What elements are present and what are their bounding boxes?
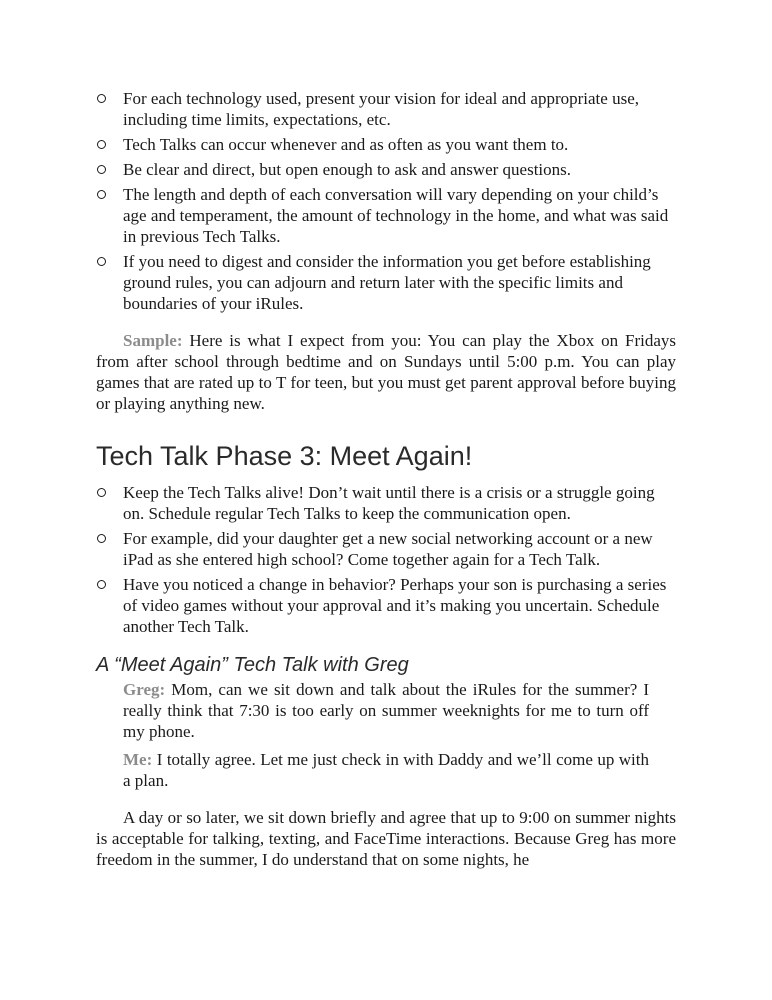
list-item-text: If you need to digest and consider the information you get before establishing ground rules, you can adjourn and return later with the specific limits and boundaries of your iRules. xyxy=(123,252,651,313)
bullet-list-phase3 xyxy=(96,482,676,637)
list-item xyxy=(96,251,676,314)
hollow-bullet-icon xyxy=(97,257,106,266)
conversation-heading: A “Meet Again” Tech Talk with Greg xyxy=(96,654,409,676)
list-item xyxy=(96,528,676,570)
hollow-bullet-icon xyxy=(97,580,106,589)
list-item-text: For example, did your daughter get a new social networking account or a new iPad as she entered high school? Come together again for a Tech Talk. xyxy=(123,529,653,569)
hollow-bullet-icon xyxy=(97,534,106,543)
hollow-bullet-icon xyxy=(97,488,106,497)
hollow-bullet-icon xyxy=(97,140,106,149)
closing-paragraph: A day or so later, we sit down briefly and agree that up to 9:00 on summer nights is acceptable for talking, texting, and FaceTime interactions. Because Greg has more freedom in the summer, I do understand that on some nights, he xyxy=(96,808,676,869)
hollow-bullet-icon xyxy=(97,165,106,174)
list-item xyxy=(96,482,676,524)
hollow-bullet-icon xyxy=(97,94,106,103)
list-item-text: Be clear and direct, but open enough to ask and answer questions. xyxy=(123,160,572,179)
dialogue-line-greg xyxy=(96,679,676,742)
list-item-text: Tech Talks can occur whenever and as often as you want them to. xyxy=(123,135,569,154)
list-item xyxy=(96,159,676,180)
sample-text: Here is what I expect from you: You can play the Xbox on Fridays from after school through bedtime and on Sundays until 5:00 p.m. You can play games that are rated up to T for teen, but you must get parent approval before buying or playing anything new. xyxy=(96,331,676,413)
list-item xyxy=(96,88,676,130)
sample-paragraph xyxy=(96,330,676,414)
list-item-text: Keep the Tech Talks alive! Don’t wait until there is a crisis or a struggle going on. Schedule regular Tech Talks to keep the communication open. xyxy=(123,483,655,523)
dialogue-text: Mom, can we sit down and talk about the iRules for the summer? I really think that 7:30 is too early on summer weeknights for me to turn off my phone. xyxy=(123,680,650,741)
dialogue-text: I totally agree. Let me just check in with Daddy and we’ll come up with a plan. xyxy=(123,750,650,790)
list-item-text: For each technology used, present your vision for ideal and appropriate use, including time limits, expectations, etc. xyxy=(123,89,639,129)
list-item xyxy=(96,574,676,637)
bullet-list-top xyxy=(96,88,676,314)
sample-label: Sample: xyxy=(123,331,183,350)
phase3-heading: Tech Talk Phase 3: Meet Again! xyxy=(96,441,473,471)
speaker-label: Greg: xyxy=(123,680,166,699)
list-item xyxy=(96,184,676,247)
list-item xyxy=(96,134,676,155)
list-item-text: The length and depth of each conversation will vary depending on your child’s age and temperament, the amount of technology in the home, and what was said in previous Tech Talks. xyxy=(123,185,669,246)
dialogue-line-me xyxy=(96,749,676,791)
document-page xyxy=(96,88,676,870)
speaker-label: Me: xyxy=(123,750,153,769)
list-item-text: Have you noticed a change in behavior? Perhaps your son is purchasing a series of video games without your approval and it’s making you uncertain. Schedule another Tech Talk. xyxy=(123,575,667,636)
hollow-bullet-icon xyxy=(97,190,106,199)
